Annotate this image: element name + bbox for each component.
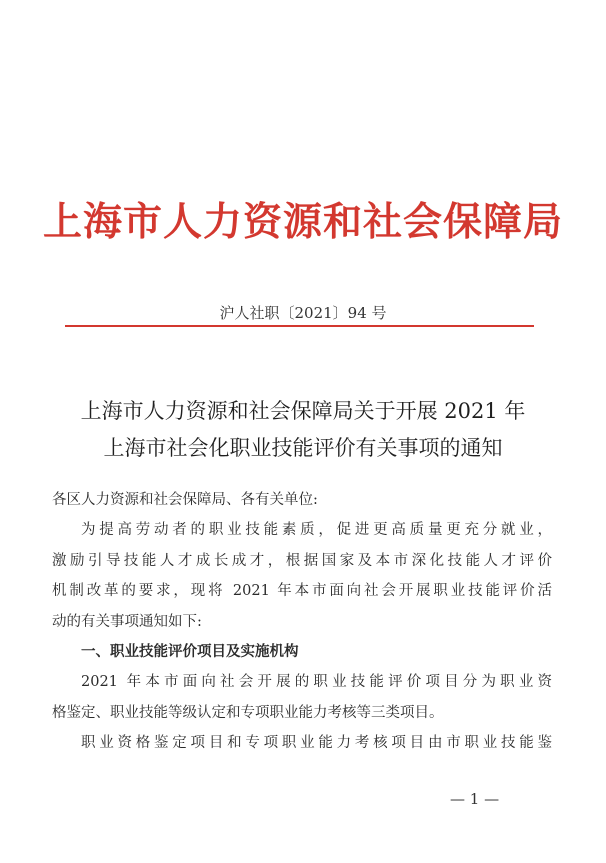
salutation: 各区人力资源和社会保障局、各有关单位: [52, 492, 318, 508]
page-number: — 1 — [450, 790, 500, 808]
document-body [52, 485, 552, 759]
paragraph-1-line-3: 机制改革的要求，现将 2021 年本市面向社会开展职业技能评价活 [52, 583, 552, 600]
paragraph-1-line-4: 动的有关事项通知如下: [52, 613, 202, 630]
paragraph-2-line-1: 2021 年本市面向社会开展的职业技能评价项目分为职业资 [81, 674, 552, 691]
paragraph-2-line-2: 格鉴定、职业技能等级认定和专项职业能力考核等三类项目。 [52, 704, 444, 721]
paragraph-1-line-1: 为提高劳动者的职业技能素质，促进更高质量更充分就业， [81, 522, 552, 539]
paragraph-1-line-2: 激励引导技能人才成长成才，根据国家及本市深化技能人才评价 [52, 552, 552, 569]
agency-title: 上海市人力资源和社会保障局 [42, 199, 563, 245]
title-line-2: 上海市社会化职业技能评价有关事项的通知 [103, 436, 503, 460]
document-title [0, 393, 606, 467]
title-line-1: 上海市人力资源和社会保障局关于开展 2021 年 [80, 399, 526, 423]
document-number: 沪人社职〔2021〕94 号 [219, 304, 387, 322]
section-heading: 一、职业技能评价项目及实施机构 [81, 643, 299, 660]
paragraph-3-line-1: 职业资格鉴定项目和专项职业能力考核项目由市职业技能鉴 [81, 735, 552, 752]
red-divider-line [65, 325, 534, 327]
